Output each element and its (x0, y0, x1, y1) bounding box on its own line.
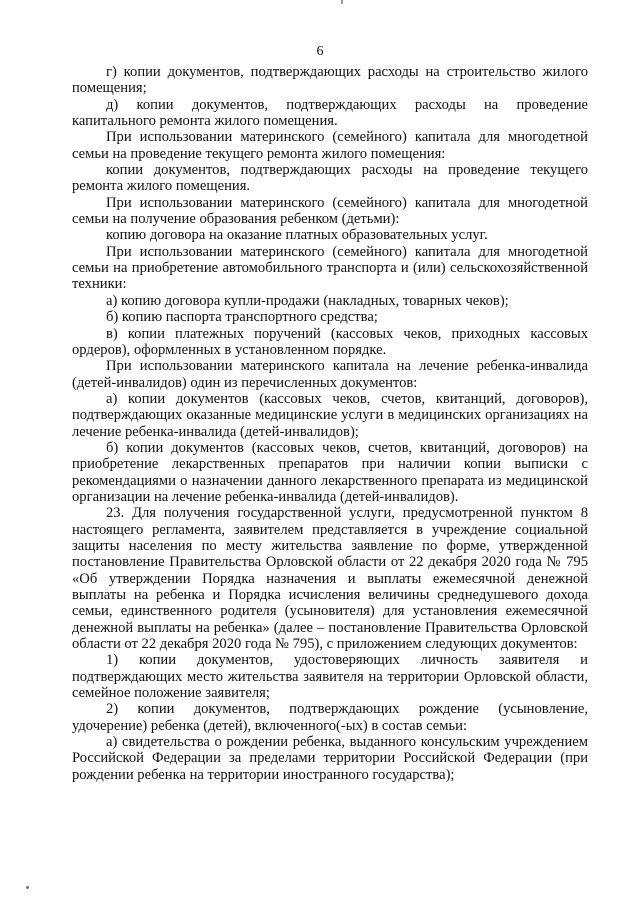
paragraph: в) копии платежных поручений (кассовых чеков, приходных кассовых ордеров), оформленных в установленном порядке. (72, 325, 588, 358)
paragraph: При использовании материнского (семейного) капитала для многодетной семьи на проведение текущего ремонта жилого помещения: (72, 129, 588, 162)
paragraph: д) копии документов, подтверждающих расходы на проведение капитального ремонта жилого помещения. (72, 96, 588, 130)
paragraph: При использовании материнского (семейного) капитала для многодетной семьи на получение образования ребенком (детьми): (72, 194, 588, 228)
paragraph: б) копии документов (кассовых чеков, счетов, квитанций, договоров) на приобретение лекарственных препаратов при наличии копии выписки с рекомендациями о назначении данного лекарственного препарата из медицинской организации на лечение ребенка-инвалида (детей-инвалидов). (72, 439, 588, 505)
paragraph: а) свидетельства о рождении ребенка, выданного консульским учреждением Российской Федерации за пределами территории Российской Федерации (при рождении ребенка на территории иностранного государства); (72, 734, 588, 783)
paragraph: 1) копии документов, удостоверяющих личность заявителя и подтверждающих место жительства заявителя на территории Орловской области, семейное положение заявителя; (72, 652, 588, 702)
paragraph: При использовании материнского капитала на лечение ребенка-инвалида (детей-инвалидов) один из перечисленных документов: (72, 358, 588, 391)
paragraph: 23. Для получения государственной услуги, предусмотренной пунктом 8 настоящего регламента, заявителем представляется в учреждение социальной защиты населения по месту жительства заявление по форме, утвержденной постановление Правительства Орловской области от 22 декабря 2020 года № 795 «Об утверждении Порядка назначения и выплаты ежемесячной денежной выплаты на ребенка и Порядка исчисления величины среднедушевого дохода семьи, единственного родителя (усыновителя) для установления ежемесячной денежной выплаты на ребенка» (далее – постановление Правительства Орловской области от 22 декабря 2020 года № 795), с приложением следующих документов: (72, 505, 588, 653)
document-text (72, 64, 588, 783)
page-number: 6 (316, 44, 324, 59)
paragraph: При использовании материнского (семейного) капитала для многодетной семьи на приобретение автомобильного транспорта и (или) сельскохозяйственной техники: (72, 243, 588, 293)
paragraph: копии документов, подтверждающих расходы на проведение текущего ремонта жилого помещения. (72, 162, 588, 195)
paragraph: г) копии документов, подтверждающих расходы на строительство жилого помещения; (72, 64, 588, 97)
scan-dot (26, 886, 29, 889)
paragraph: б) копию паспорта транспортного средства; (106, 309, 378, 326)
paragraph: а) копию договора купли-продажи (накладных, товарных чеков); (106, 292, 509, 309)
paragraph: копию договора на оказание платных образовательных услуг. (106, 227, 488, 244)
paragraph: а) копии документов (кассовых чеков, счетов, квитанций, договоров), подтверждающих оказанные медицинские услуги в медицинских организациях на лечение ребенка-инвалида (детей-инвалидов); (72, 390, 588, 440)
scan-mark (341, 0, 343, 4)
paragraph: 2) копии документов, подтверждающих рождение (усыновление, удочерение) ребенка (детей), включенного(-ых) в состав семьи: (72, 701, 588, 734)
